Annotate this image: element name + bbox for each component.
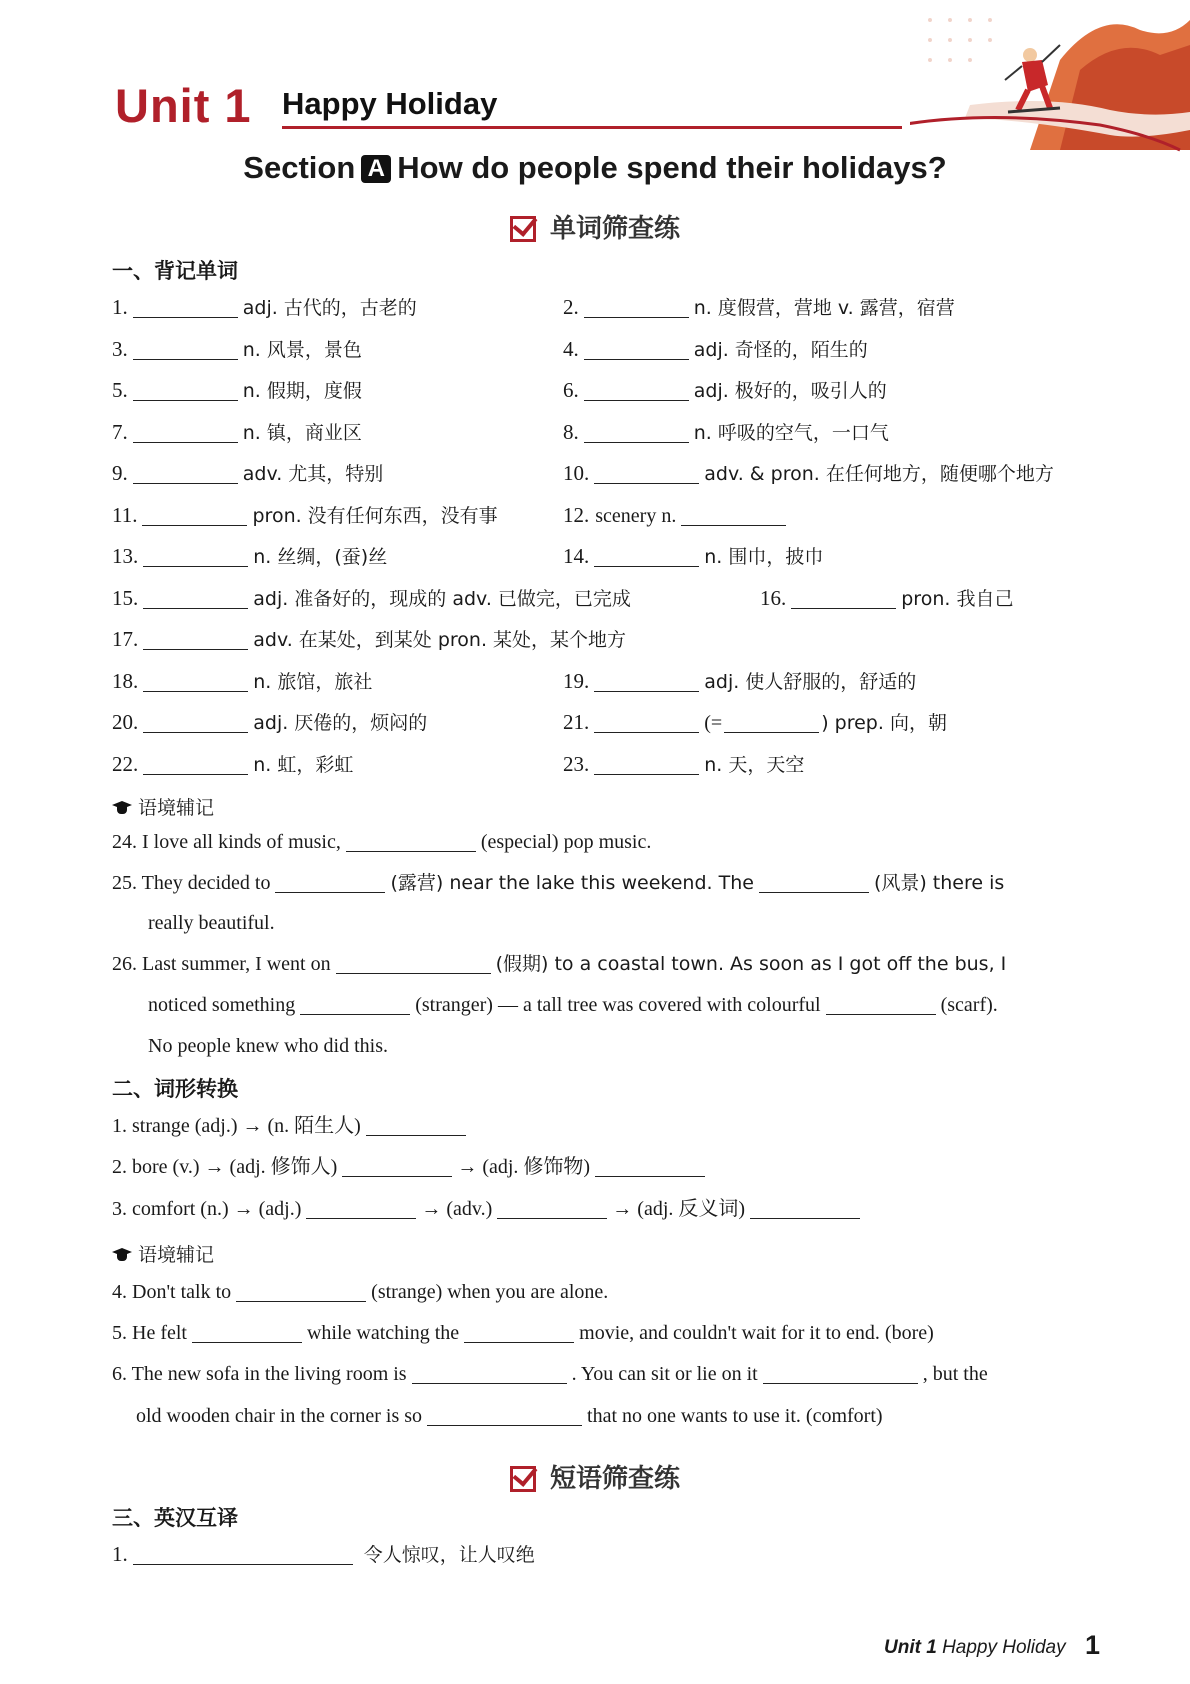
vocab-item xyxy=(112,586,631,611)
s25-text-b: (露营) near the lake this weekend. The xyxy=(390,872,754,894)
answer-blank[interactable] xyxy=(236,1283,366,1302)
answer-blank[interactable] xyxy=(133,424,238,443)
phrase-1-number: 1. xyxy=(112,1542,128,1566)
section-prefix: Section xyxy=(243,150,356,185)
vocab-item xyxy=(112,627,626,652)
vocab-item xyxy=(563,544,823,569)
answer-blank[interactable] xyxy=(306,1200,416,1219)
vocab-item xyxy=(563,669,916,694)
answer-blank[interactable] xyxy=(275,874,385,893)
item-number: 22. xyxy=(112,752,139,776)
answer-blank[interactable] xyxy=(750,1200,860,1219)
vocab-item xyxy=(563,295,955,320)
transform-2-text-b: → (adj. 修饰物) xyxy=(457,1156,591,1178)
vocab-item xyxy=(760,586,1013,611)
skiing-illustration xyxy=(910,0,1190,170)
item-word: scenery n. xyxy=(595,505,677,527)
item-definition: adj. 准备好的，现成的 adv. 已做完，已完成 xyxy=(253,588,631,610)
checkbox-icon xyxy=(510,1466,536,1492)
vocab-item xyxy=(112,420,362,445)
vocab-item xyxy=(112,544,387,569)
sentence-26-cont xyxy=(148,993,998,1017)
answer-blank[interactable] xyxy=(366,1117,466,1136)
s25-text-c: (风景) there is xyxy=(873,872,1005,894)
footer-title-text: Happy Holiday xyxy=(942,1637,1066,1658)
s5-text-a: 5. He felt xyxy=(112,1322,187,1344)
answer-blank[interactable] xyxy=(584,341,689,360)
graduation-cap-icon xyxy=(112,1248,132,1262)
s26-text-d: (stranger) — a tall tree was covered with colourful xyxy=(415,994,821,1016)
context1-heading xyxy=(112,793,214,820)
answer-blank[interactable] xyxy=(584,299,689,318)
unit-label: Unit 1 xyxy=(115,79,252,132)
answer-blank[interactable] xyxy=(594,548,699,567)
item-definition: n. 假期，度假 xyxy=(242,380,362,402)
vocab-item xyxy=(112,710,427,735)
answer-blank[interactable] xyxy=(133,1546,353,1565)
s4-text-b: (strange) when you are alone. xyxy=(371,1281,609,1303)
item-number: 7. xyxy=(112,420,128,444)
item-number: 20. xyxy=(112,710,139,734)
graduation-cap-icon xyxy=(112,801,132,815)
phrase-1-def: 令人惊叹，让人叹绝 xyxy=(363,1544,535,1566)
item-number: 1. xyxy=(112,295,128,319)
item-definition: pron. 没有任何东西，没有事 xyxy=(252,505,498,527)
item-number: 2. xyxy=(563,295,579,319)
vocab-item xyxy=(112,461,383,486)
answer-blank[interactable] xyxy=(763,1365,918,1384)
answer-blank[interactable] xyxy=(143,673,248,692)
phrase-heading-text: 短语筛查练 xyxy=(549,1464,680,1494)
s6-text-a: 6. The new sofa in the living room is xyxy=(112,1363,407,1385)
answer-blank[interactable] xyxy=(584,382,689,401)
item-definition: adv. & pron. 在任何地方，随便哪个地方 xyxy=(704,463,1054,485)
answer-blank[interactable] xyxy=(594,465,699,484)
answer-blank[interactable] xyxy=(594,673,699,692)
sentence-6-cont xyxy=(136,1404,883,1428)
s4-text-a: 4. Don't talk to xyxy=(112,1281,232,1303)
s26-text-e: (scarf). xyxy=(940,994,998,1016)
vocab-item xyxy=(112,669,372,694)
answer-blank[interactable] xyxy=(300,996,410,1015)
s6-text-b: . You can sit or lie on it xyxy=(571,1363,758,1385)
transform-2 xyxy=(112,1155,710,1179)
item-number: 8. xyxy=(563,420,579,444)
item-number: 14. xyxy=(563,544,590,568)
item-number: 15. xyxy=(112,586,139,610)
checkbox-icon xyxy=(510,216,536,242)
s26-text-a: 26. Last summer, I went on xyxy=(112,953,331,975)
answer-blank[interactable] xyxy=(464,1324,574,1343)
item-number: 23. xyxy=(563,752,590,776)
item-number: 21. xyxy=(563,710,590,734)
vocab-item xyxy=(563,503,791,528)
footer-unit: Unit 1 xyxy=(884,1637,937,1658)
vocab-item xyxy=(563,378,887,403)
transform-3-text-b: → (adv.) xyxy=(421,1198,493,1220)
item-definition: n. 虹，彩虹 xyxy=(253,754,354,776)
vocab-item xyxy=(112,295,417,320)
answer-blank[interactable] xyxy=(142,507,247,526)
item-definition: adj. 古代的，古老的 xyxy=(242,297,417,319)
page-number: 1 xyxy=(1085,1630,1101,1660)
item-definition: adj. 使人舒服的，舒适的 xyxy=(704,671,917,693)
answer-blank[interactable] xyxy=(336,955,491,974)
vocab-heading xyxy=(0,208,1190,245)
sentence-5 xyxy=(112,1321,934,1345)
answer-blank[interactable] xyxy=(724,714,819,733)
s5-text-b: while watching the xyxy=(306,1322,460,1344)
answer-blank[interactable] xyxy=(791,590,896,609)
transform-1-text: 1. strange (adj.) → (n. 陌生人) xyxy=(112,1115,361,1137)
s24-text-a: 24. I love all kinds of music, xyxy=(112,831,341,853)
answer-blank[interactable] xyxy=(826,996,936,1015)
item-number: 16. xyxy=(760,586,787,610)
s26-text-b: (假期) to a coastal town. As soon as I got off the bus, I xyxy=(495,953,1007,975)
answer-blank[interactable] xyxy=(133,465,238,484)
item-number: 6. xyxy=(563,378,579,402)
answer-blank[interactable] xyxy=(346,833,476,852)
answer-blank[interactable] xyxy=(681,507,786,526)
answer-blank[interactable] xyxy=(143,756,248,775)
answer-blank[interactable] xyxy=(594,756,699,775)
part1-heading: 一、背记单词 xyxy=(112,259,238,283)
transform-3-text-a: 3. comfort (n.) → (adj.) xyxy=(112,1198,302,1220)
item-number: 18. xyxy=(112,669,139,693)
item-number: 3. xyxy=(112,337,128,361)
item-definition: n. 度假营，营地 v. 露营，宿营 xyxy=(693,297,955,319)
sentence-24 xyxy=(112,830,651,854)
s25-text-a: 25. They decided to xyxy=(112,872,271,894)
vocab-heading-text: 单词筛查练 xyxy=(549,214,680,244)
sentence-6 xyxy=(112,1362,988,1386)
item-definition: adv. 尤其，特别 xyxy=(242,463,384,485)
part2-heading: 二、词形转换 xyxy=(112,1077,238,1101)
item-definition: ) prep. 向，朝 xyxy=(821,712,947,734)
answer-blank[interactable] xyxy=(133,341,238,360)
item-number: 10. xyxy=(563,461,590,485)
unit-title: Happy Holiday xyxy=(282,86,498,121)
section-title xyxy=(0,150,1190,186)
answer-blank[interactable] xyxy=(594,714,699,733)
item-definition: n. 天，天空 xyxy=(704,754,805,776)
s6-text-d: old wooden chair in the corner is so xyxy=(136,1405,423,1427)
answer-blank[interactable] xyxy=(143,631,248,650)
item-definition: n. 风景，景色 xyxy=(242,339,362,361)
item-number: 4. xyxy=(563,337,579,361)
item-definition: adj. 奇怪的，陌生的 xyxy=(693,339,868,361)
context2-heading xyxy=(112,1240,214,1267)
context1-heading-text: 语境辅记 xyxy=(138,797,215,819)
footer-title xyxy=(884,1637,1066,1659)
sentence-25-cont: really beautiful. xyxy=(148,912,275,934)
answer-blank[interactable] xyxy=(342,1158,452,1177)
phrase-heading xyxy=(0,1458,1190,1495)
vocab-item xyxy=(112,337,362,362)
item-definition: pron. 我自己 xyxy=(901,588,1014,610)
section-badge: A xyxy=(361,155,391,183)
item-number: 19. xyxy=(563,669,590,693)
transform-1 xyxy=(112,1114,471,1138)
s5-text-c: movie, and couldn't wait for it to end. (bore) xyxy=(579,1322,934,1344)
header-rule xyxy=(282,126,902,129)
sentence-4 xyxy=(112,1280,608,1304)
sentence-25 xyxy=(112,871,1004,895)
section-question: How do people spend their holidays? xyxy=(397,150,947,185)
item-definition: n. 镇，商业区 xyxy=(242,422,362,444)
vocab-item xyxy=(563,420,889,445)
answer-blank[interactable] xyxy=(497,1200,607,1219)
item-definition: n. 旅馆，旅社 xyxy=(253,671,373,693)
answer-blank[interactable] xyxy=(412,1365,567,1384)
answer-blank[interactable] xyxy=(192,1324,302,1343)
item-number: 17. xyxy=(112,627,139,651)
item-number: 5. xyxy=(112,378,128,402)
vocab-item xyxy=(112,378,362,403)
answer-blank[interactable] xyxy=(143,548,248,567)
transform-2-text-a: 2. bore (v.) → (adj. 修饰人) xyxy=(112,1156,338,1178)
part3-heading: 三、英汉互译 xyxy=(112,1506,238,1530)
answer-blank[interactable] xyxy=(143,590,248,609)
item-definition: adj. 极好的，吸引人的 xyxy=(693,380,887,402)
vocab-item xyxy=(112,503,498,528)
vocab-item xyxy=(563,337,868,362)
answer-blank[interactable] xyxy=(427,1407,582,1426)
transform-3 xyxy=(112,1197,865,1221)
answer-blank[interactable] xyxy=(133,382,238,401)
item-number: 13. xyxy=(112,544,139,568)
item-number: 12. xyxy=(563,503,590,527)
s6-text-e: that no one wants to use it. (comfort) xyxy=(587,1405,883,1427)
answer-blank[interactable] xyxy=(759,874,869,893)
s6-text-c: , but the xyxy=(922,1363,988,1385)
sentence-26 xyxy=(112,952,1006,976)
answer-blank[interactable] xyxy=(595,1158,705,1177)
vocab-item xyxy=(563,461,1054,486)
item-definition: n. 围巾，披巾 xyxy=(704,546,824,568)
sentence-26-end: No people knew who did this. xyxy=(148,1035,388,1057)
vocab-item xyxy=(112,752,353,777)
answer-blank[interactable] xyxy=(133,299,238,318)
item-number: 11. xyxy=(112,503,138,527)
item-number: 9. xyxy=(112,461,128,485)
item-definition: n. 呼吸的空气，一口气 xyxy=(693,422,889,444)
phrase-1 xyxy=(112,1542,535,1567)
s26-text-c: noticed something xyxy=(148,994,296,1016)
s24-text-b: (especial) pop music. xyxy=(480,831,652,853)
item-definition: adj. 厌倦的，烦闷的 xyxy=(253,712,428,734)
item-definition: adv. 在某处，到某处 pron. 某处，某个地方 xyxy=(253,629,627,651)
item-equals: (= xyxy=(704,712,723,734)
context2-heading-text: 语境辅记 xyxy=(138,1244,215,1266)
answer-blank[interactable] xyxy=(143,714,248,733)
item-definition: n. 丝绸，(蚕)丝 xyxy=(253,546,388,568)
vocab-item xyxy=(563,710,947,735)
answer-blank[interactable] xyxy=(584,424,689,443)
transform-3-text-c: → (adj. 反义词) xyxy=(612,1198,746,1220)
vocab-item xyxy=(563,752,804,777)
